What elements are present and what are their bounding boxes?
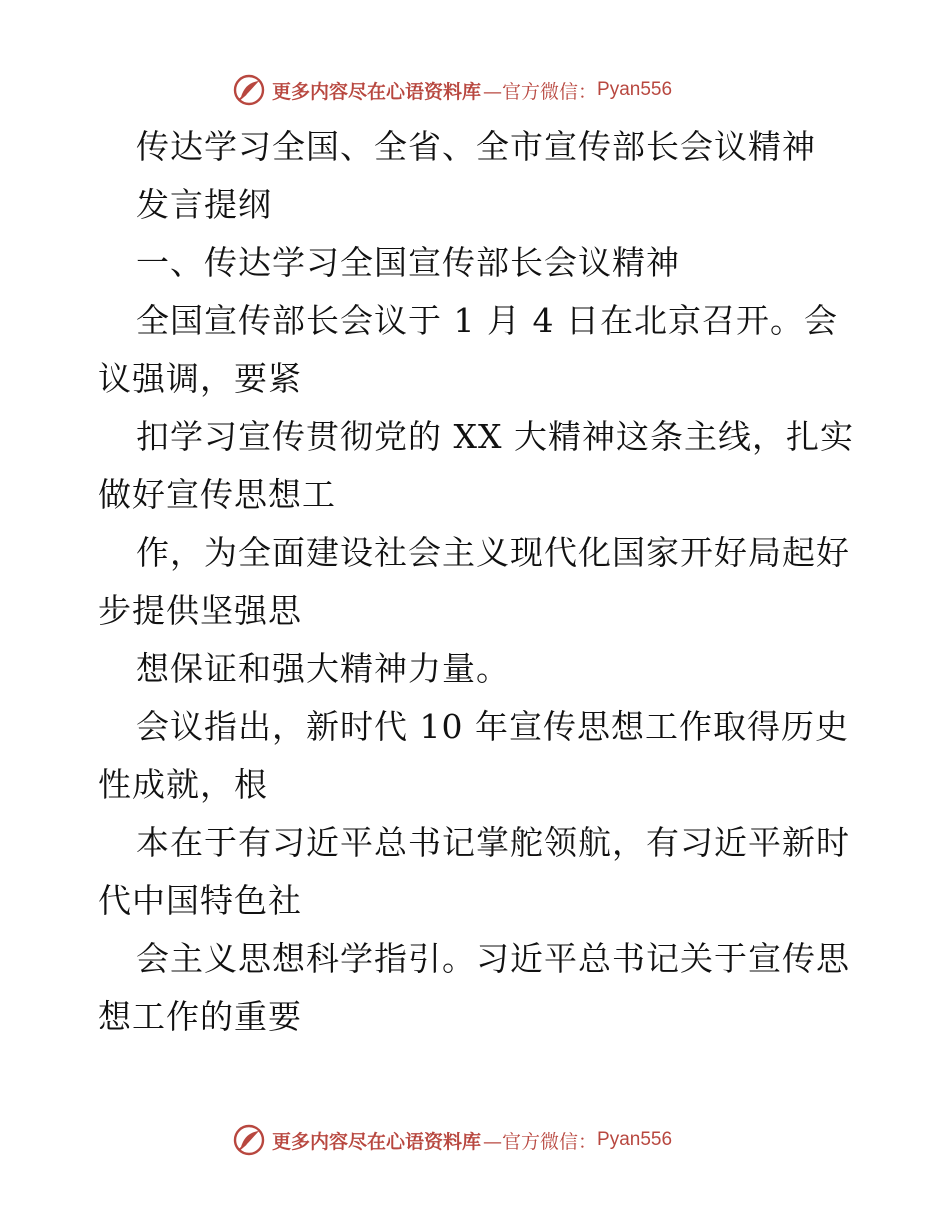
document-body [98,118,858,1046]
paragraph-line: 想工作的重要 [98,997,302,1036]
watermark-wechat-id: Pyan556 [597,79,673,100]
paragraph-line: 议强调，要紧 [98,359,302,398]
watermark-wechat-id: Pyan556 [597,1129,673,1150]
paragraph-line: 本在于有习近平总书记掌舵领航，有习近平新时 [136,823,850,862]
paragraph-line: 做好宣传思想工 [98,475,336,514]
watermark-separator: —官方微信： [483,1130,598,1153]
paragraph-line: 代中国特色社 [98,881,302,920]
paragraph-line: 作，为全面建设社会主义现代化国家开好局起好 [136,533,850,572]
watermark-title: 更多内容尽在心语资料库 [272,80,482,103]
paragraph-line: 扣学习宣传贯彻党的 XX 大精神这条主线，扎实 [136,417,854,456]
paragraph-line: 全国宣传部长会议于 1 月 4 日在北京召开。会 [136,301,838,340]
paragraph-line: 性成就，根 [98,765,268,804]
paragraph-line: 会主义思想科学指引。习近平总书记关于宣传思 [136,939,850,978]
paragraph-line: 会议指出，新时代 10 年宣传思想工作取得历史 [136,707,849,746]
doc-title-line-1: 传达学习全国、全省、全市宣传部长会议精神 [136,127,816,166]
header-watermark [232,72,672,108]
watermark-separator: —官方微信： [483,80,598,103]
paragraph-line: 步提供坚强思 [98,591,302,630]
paragraph-line: 想保证和强大精神力量。 [136,649,510,688]
watermark-title: 更多内容尽在心语资料库 [272,1130,482,1153]
footer-watermark [232,1122,672,1158]
brand-logo-icon [232,1123,266,1157]
doc-title-line-2: 发言提纲 [136,185,272,224]
section-heading: 一、传达学习全国宣传部长会议精神 [136,243,680,282]
brand-logo-icon [232,73,266,107]
